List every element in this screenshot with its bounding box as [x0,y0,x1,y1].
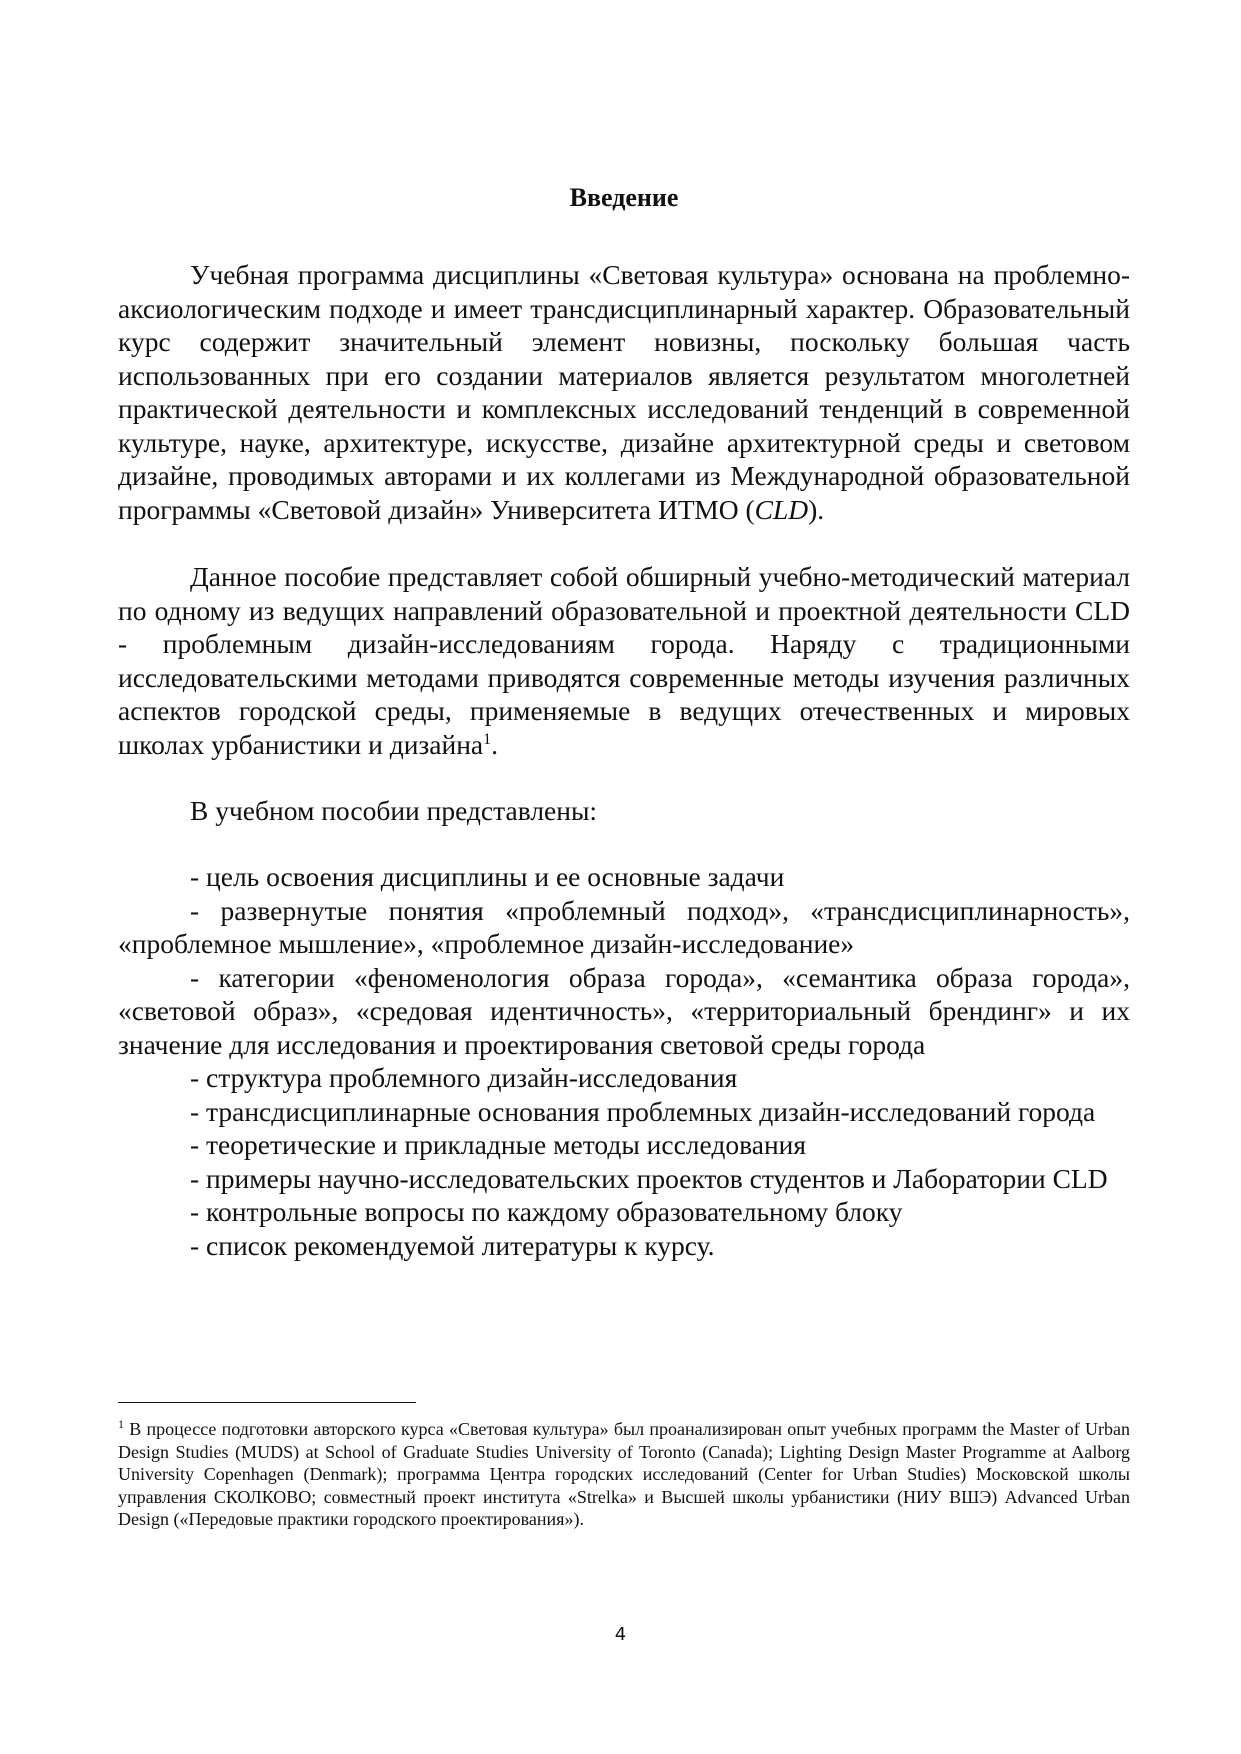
intro-paragraph-1 [118,258,1130,526]
list-item: - трансдисциплинарные основания проблемных дизайн-исследований города [190,1095,1096,1127]
page-title: Введение [569,183,679,212]
footnote-separator [118,1402,416,1403]
list-item: - контрольные вопросы по каждому образовательному блоку [190,1196,903,1227]
paragraph-1-end: ). [808,493,825,525]
contents-list [118,860,1130,1262]
paragraph-2-end: . [491,728,498,760]
footnote-reference[interactable]: 1 [483,730,492,748]
list-item: - список рекомендуемой литературы к курсу. [190,1229,715,1261]
list-item: - категории «феноменология образа города», «семантика образа города», «световой образ», «средовая идентичность», «территориальный брендинг» и их значение для исследования и проектирования световой среды города [118,961,1130,1060]
intro-paragraph-2 [118,560,1130,761]
footnote-text: В процессе подготовки авторского курса «Световая культура» был проанализирован опыт учебных программ the Master of Urban Design Studies (MUDS) at School of Graduate Studies University of Toronto (Canada); Lighting Design Master Programme at Aalborg University Copenhagen (Denmark); программа Центра городских исследований (Center for Urban Studies) Московской школы управления СКОЛКОВО; совместный проект института «Strelka» и Высшей школы урбанистики (НИУ ВШЭ) Advanced Urban Design («Передовые практики городского проектирования»). [118,1419,1130,1529]
list-item: - структура проблемного дизайн-исследования [190,1062,738,1093]
list-item: - цель освоения дисциплины и ее основные задачи [190,861,785,892]
footnote-marker: 1 [118,1417,124,1431]
footnote [118,1418,1130,1531]
paragraph-1-text: Учебная программа дисциплины «Световая культура» основана на проблемно-аксиологическим подходе и имеет трансдисциплинарный характер. Образовательный курс содержит значительный элемент новизны, поскольку большая часть использованных при его создании материалов является результатом многолетней практической деятельности и комплексных исследований тенденций в современной культуре, науке, архитектуре, искусстве, дизайне архитектурной среды и световом дизайне, проводимых авторами и их коллегами из Международной образовательной программы «Световой дизайн» Университета ИТМО ( [118,259,1130,525]
cld-italic: CLD [754,493,809,525]
list-item: - теоретические и прикладные методы исследования [190,1129,807,1160]
list-item: - примеры научно-исследовательских проектов студентов и Лаборатории CLD [190,1162,1108,1194]
page-number: 4 [614,1624,627,1645]
list-item: - развернутые понятия «проблемный подход», «трансдисциплинарность», «проблемное мышление», «проблемное дизайн-исследование» [118,894,1130,959]
list-intro: В учебном пособии представлены: [190,795,598,826]
paragraph-2-text: Данное пособие представляет собой обширный учебно-методический материал по одному из ведущих направлений образовательной и проектной деятельности CLD - проблемным дизайн-исследованиям города. Наряду с традиционными исследовательскими методами приводятся современные методы изучения различных аспектов городской среды, применяемые в ведущих отечественных и мировых школах урбанистики и дизайна [118,561,1130,760]
